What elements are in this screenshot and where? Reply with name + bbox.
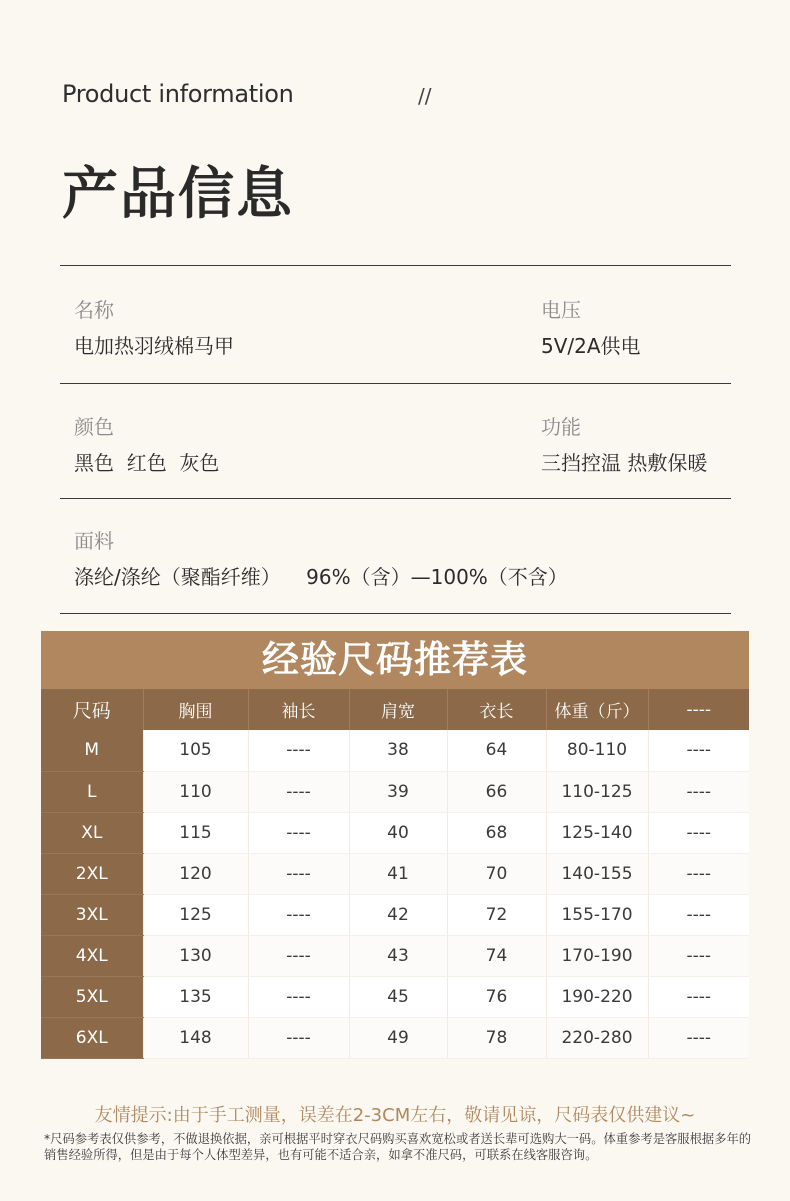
cell-extra: ---- xyxy=(648,730,749,771)
fabric-value: 涤纶/涤纶（聚酯纤维） 96%（含）—100%（不含） xyxy=(74,565,568,589)
size-table-header-row xyxy=(41,689,749,730)
cell-weight: 80-110 xyxy=(546,730,648,771)
cell-extra: ---- xyxy=(648,1017,749,1058)
cell-size: 3XL xyxy=(41,894,143,935)
voltage-value: 5V/2A供电 xyxy=(541,334,641,358)
cell-length: 72 xyxy=(447,894,546,935)
disclaimer-note: *尺码参考表仅供参考，不做退换依据，亲可根据平时穿衣尺码购买喜欢宽松或者送长辈可选购大一码。体重参考是客服根据多年的销售经验所得，但是由于每个人体型差异，也有可能不适合亲，如拿不准尺码，可联系在线客服咨询。 xyxy=(44,1132,752,1162)
name-value: 电加热羽绒棉马甲 xyxy=(74,334,234,358)
table-row xyxy=(41,812,749,853)
table-row xyxy=(41,1017,749,1058)
cell-length: 70 xyxy=(447,853,546,894)
cell-chest: 135 xyxy=(143,976,248,1017)
function-value: 三挡控温 热敷保暖 xyxy=(541,451,708,475)
header-weight: 体重（斤） xyxy=(546,689,648,730)
cell-extra: ---- xyxy=(648,771,749,812)
cell-shoulder: 45 xyxy=(349,976,447,1017)
cell-sleeve: ---- xyxy=(248,730,349,771)
cell-shoulder: 43 xyxy=(349,935,447,976)
header-shoulder: 肩宽 xyxy=(349,689,447,730)
table-row xyxy=(41,976,749,1017)
cell-chest: 120 xyxy=(143,853,248,894)
name-label: 名称 xyxy=(74,298,114,322)
header-slash: // xyxy=(418,84,432,108)
cell-sleeve: ---- xyxy=(248,853,349,894)
cell-extra: ---- xyxy=(648,812,749,853)
header-title-en: Product information xyxy=(62,80,294,108)
size-table-section xyxy=(41,631,749,1059)
table-row xyxy=(41,730,749,771)
cell-size: L xyxy=(41,771,143,812)
cell-length: 64 xyxy=(447,730,546,771)
cell-extra: ---- xyxy=(648,976,749,1017)
table-row xyxy=(41,771,749,812)
cell-length: 74 xyxy=(447,935,546,976)
cell-chest: 125 xyxy=(143,894,248,935)
cell-shoulder: 38 xyxy=(349,730,447,771)
header-size: 尺码 xyxy=(41,689,143,730)
function-label: 功能 xyxy=(541,415,581,439)
header-sleeve: 袖长 xyxy=(248,689,349,730)
cell-chest: 148 xyxy=(143,1017,248,1058)
divider xyxy=(60,383,731,384)
color-value: 黑色 红色 灰色 xyxy=(74,451,220,475)
cell-weight: 170-190 xyxy=(546,935,648,976)
cell-weight: 125-140 xyxy=(546,812,648,853)
cell-length: 66 xyxy=(447,771,546,812)
divider xyxy=(60,498,731,499)
cell-size: 4XL xyxy=(41,935,143,976)
cell-shoulder: 39 xyxy=(349,771,447,812)
page-title: 产品信息 xyxy=(62,162,294,227)
divider xyxy=(60,613,731,614)
header-extra: ---- xyxy=(648,689,749,730)
tip-text: 友情提示:由于手工测量，误差在2-3CM左右，敬请见谅，尺码表仅供建议~ xyxy=(94,1105,696,1126)
cell-weight: 110-125 xyxy=(546,771,648,812)
cell-sleeve: ---- xyxy=(248,935,349,976)
cell-sleeve: ---- xyxy=(248,771,349,812)
cell-size: 6XL xyxy=(41,1017,143,1058)
cell-chest: 115 xyxy=(143,812,248,853)
color-label: 颜色 xyxy=(74,415,114,439)
cell-weight: 190-220 xyxy=(546,976,648,1017)
cell-sleeve: ---- xyxy=(248,894,349,935)
cell-length: 76 xyxy=(447,976,546,1017)
cell-size: XL xyxy=(41,812,143,853)
cell-weight: 220-280 xyxy=(546,1017,648,1058)
cell-weight: 140-155 xyxy=(546,853,648,894)
cell-extra: ---- xyxy=(648,935,749,976)
cell-length: 68 xyxy=(447,812,546,853)
header-chest: 胸围 xyxy=(143,689,248,730)
table-row xyxy=(41,894,749,935)
cell-extra: ---- xyxy=(648,853,749,894)
cell-shoulder: 42 xyxy=(349,894,447,935)
cell-size: 5XL xyxy=(41,976,143,1017)
cell-size: 2XL xyxy=(41,853,143,894)
cell-shoulder: 49 xyxy=(349,1017,447,1058)
table-row xyxy=(41,853,749,894)
header-length: 衣长 xyxy=(447,689,546,730)
table-row xyxy=(41,935,749,976)
size-table xyxy=(41,689,749,1059)
cell-chest: 110 xyxy=(143,771,248,812)
cell-shoulder: 41 xyxy=(349,853,447,894)
cell-shoulder: 40 xyxy=(349,812,447,853)
cell-chest: 105 xyxy=(143,730,248,771)
cell-chest: 130 xyxy=(143,935,248,976)
cell-weight: 155-170 xyxy=(546,894,648,935)
cell-sleeve: ---- xyxy=(248,812,349,853)
fabric-label: 面料 xyxy=(74,529,114,553)
size-table-title: 经验尺码推荐表 xyxy=(41,631,749,689)
cell-length: 78 xyxy=(447,1017,546,1058)
cell-sleeve: ---- xyxy=(248,1017,349,1058)
cell-extra: ---- xyxy=(648,894,749,935)
cell-size: M xyxy=(41,730,143,771)
divider xyxy=(60,265,731,266)
cell-sleeve: ---- xyxy=(248,976,349,1017)
voltage-label: 电压 xyxy=(541,298,581,322)
